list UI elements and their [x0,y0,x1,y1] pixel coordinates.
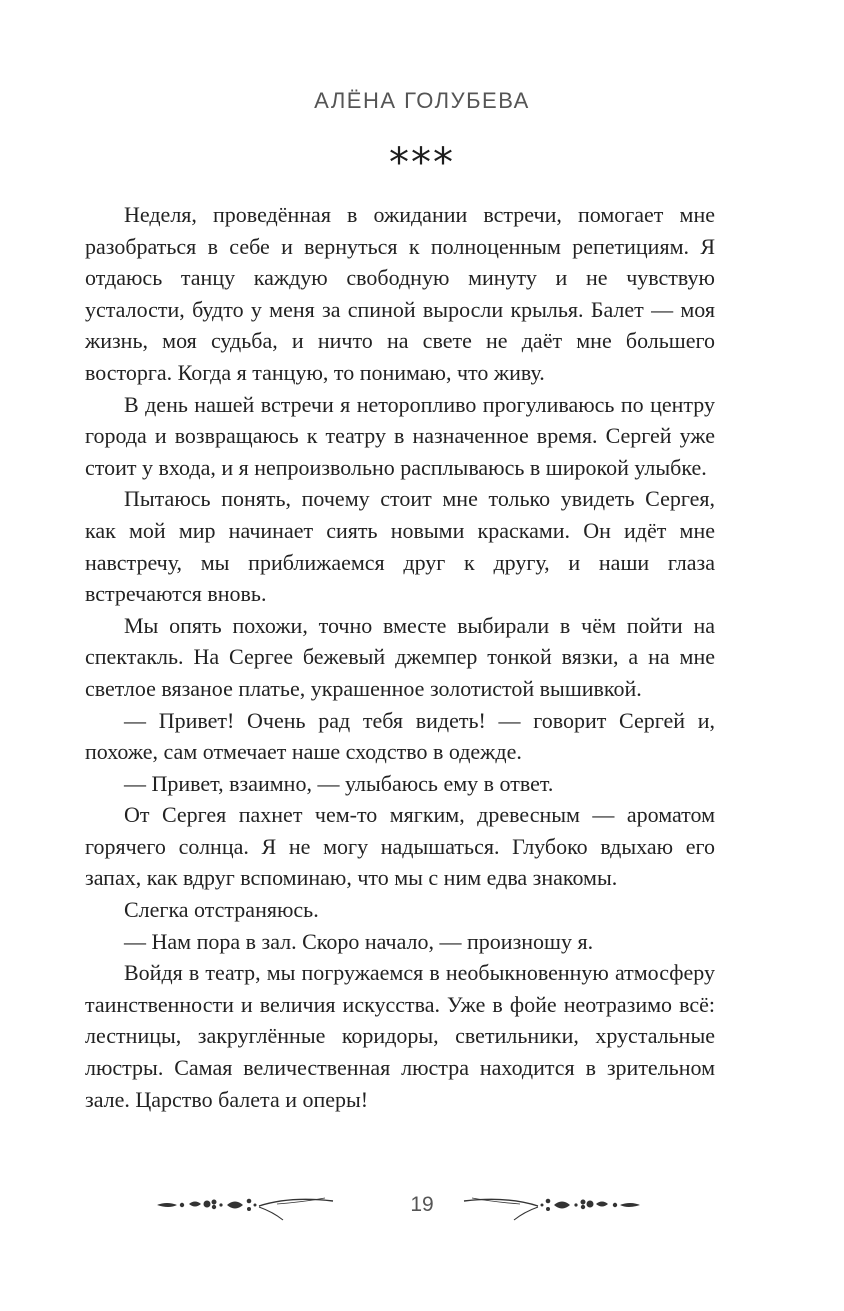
paragraph: Неделя, проведённая в ожидании встречи, помогает мне разобраться в себе и вернуться к полноценным репетициям. Я отдаюсь танцу каждую свободную минуту и не чувствую усталости, будто у меня за спиной выросли крылья. Балет — моя жизнь, моя судьба, и ничто на свете не даёт мне большего восторга. Когда я танцую, то понимаю, что живу. [85,202,715,385]
page-footer [0,1190,844,1226]
paragraph: Войдя в театр, мы погружаемся в необыкновенную атмосферу таинственности и величия искусства. Уже в фойе неотразимо всё: лестницы, закруглённые коридоры, светильники, хрустальные люстры. Самая величественная люстра находится в зрительном зале. Царство балета и оперы! [85,960,715,1112]
paragraph: — Нам пора в зал. Скоро начало, — произношу я. [124,928,594,954]
section-break-asterism: *** [389,140,455,186]
paragraph: В день нашей встречи я неторопливо прогуливаюсь по центру города и возвращаюсь к театру в назначенное время. Сергей уже стоит у входа, и я непроизвольно расплываюсь в широкой улыбке. [85,391,715,480]
paragraph: Слегка отстраняюсь. [124,897,319,923]
floral-ornament-right-icon [462,1190,642,1226]
paragraph: — Привет! Очень рад тебя видеть! — говорит Сергей и, похоже, сам отмечает наше сходство в одежде. [85,707,715,765]
paragraph: — Привет, взаимно, — улыбаюсь ему в ответ. [124,770,554,796]
page-number: 19 [410,1193,434,1216]
paragraph: Пытаюсь понять, почему стоит мне только увидеть Сергея, как мой мир начинает сиять новыми красками. Он идёт мне навстречу, мы приближаемся друг к другу, и наши глаза встречаются вновь. [85,486,715,607]
paragraph: Мы опять похожи, точно вместе выбирали в чём пойти на спектакль. На Сергее бежевый джемпер тонкой вязки, а на мне светлое вязаное платье, украшенное золотистой вышивкой. [85,612,715,701]
body-text [85,199,715,1115]
running-header-author: АЛЁНА ГОЛУБЕВА [314,88,530,113]
paragraph: От Сергея пахнет чем-то мягким, древесным — ароматом горячего солнца. Я не могу надышаться. Глубоко вдыхаю его запах, как вдруг вспоминаю, что мы с ним едва знакомы. [85,802,715,891]
